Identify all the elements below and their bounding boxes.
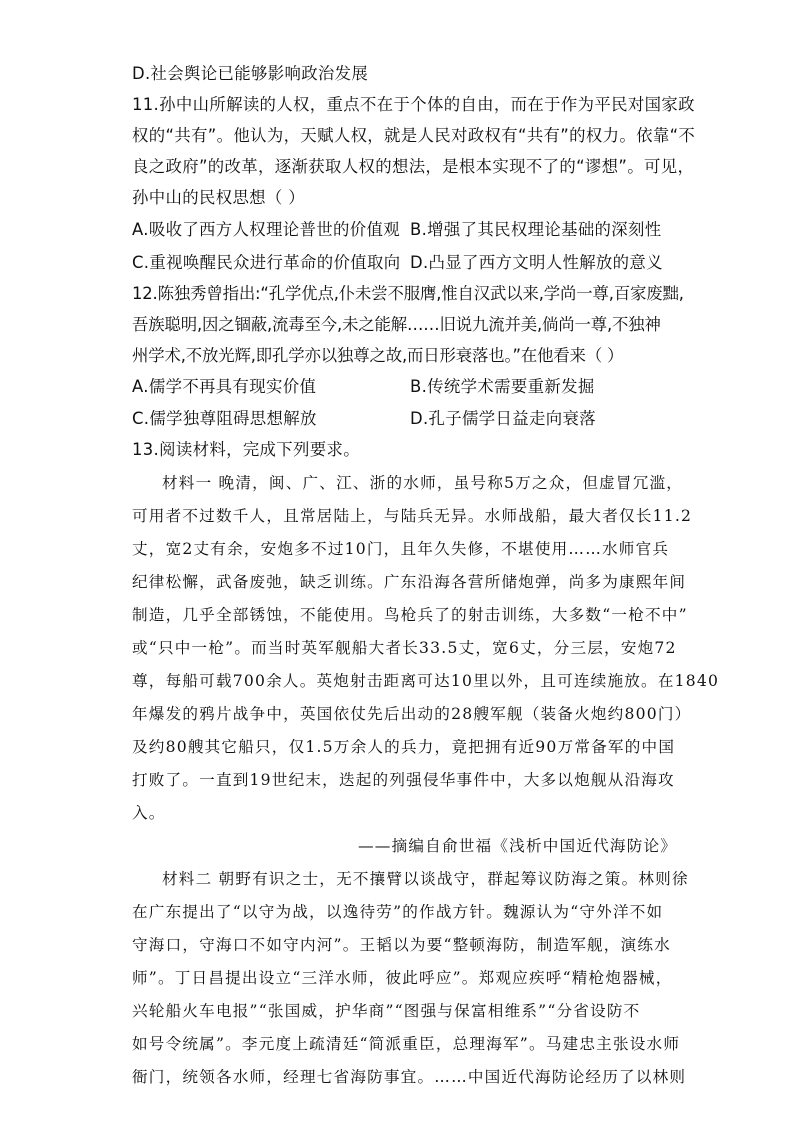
q11-option-c: C.重视唤醒民众进行革命的价值取向 bbox=[132, 253, 401, 272]
material1-source-text: ——摘编自俞世福《浅析中国近代海防论》 bbox=[358, 837, 678, 855]
material1-line11: 入。 bbox=[132, 804, 166, 822]
q12-option-b: B.传统学术需要重新发掘 bbox=[410, 377, 595, 396]
q12-options-row1 bbox=[132, 376, 672, 398]
material2-line2: 在广东提出了“以守为战，以逸待劳”的作战方针。魏源认为“守外洋不如 bbox=[132, 903, 664, 921]
q12-stem-line1: 12.陈独秀曾指出:“孔学优点,仆未尝不服膺,惟自汉武以来,学尚一尊,百家废黜, bbox=[132, 284, 684, 303]
q12-option-d: D.孔子儒学日益走向衰落 bbox=[410, 409, 596, 428]
option-d-q10: D.社会舆论已能够影响政治发展 bbox=[132, 64, 369, 83]
material2-line4: 师”。丁日昌提出设立“三洋水师，彼此呼应”。郑观应疾呼“精枪炮器械， bbox=[132, 969, 673, 987]
q11-options-row2 bbox=[132, 252, 672, 274]
material1-line1: 材料一 晚清，闽、广、江、浙的水师，虽号称5万之众，但虚冒冗滥， bbox=[162, 474, 684, 492]
q11-stem-line1: 11.孙中山所解读的人权，重点不在于个体的自由，而在于作为平民对国家政 bbox=[132, 95, 695, 114]
q11-option-d: D.凸显了西方文明人性解放的意义 bbox=[410, 253, 663, 272]
material1-line8: 年爆发的鸦片战争中，英国依仗先后出动的28艘军舰（装备火炮约800门） bbox=[132, 705, 692, 723]
q11-stem-line3: 良之政府”的改革，逐渐获取人权的想法，是根本实现不了的“谬想”。可见， bbox=[132, 157, 695, 176]
q11-stem-line2: 权的“共有”。他认为，天赋人权，就是人民对政权有“共有”的权力。依靠“不 bbox=[132, 126, 696, 145]
material1-line7: 尊，每船可载700余人。英炮射击距离可达10里以外，且可连续施放。在1840 bbox=[132, 672, 720, 690]
q11-options-row1 bbox=[132, 219, 672, 241]
material1-line10: 打败了。一直到19世纪末，迭起的列强侵华事件中，大多以炮舰从沿海攻 bbox=[132, 771, 675, 789]
material1-line4: 纪律松懈，武备废弛，缺乏训练。广东沿海各营所储炮弹，尚多为康熙年间 bbox=[132, 573, 687, 591]
q12-stem-line3: 州学术,不放光辉,即孔学亦以独尊之故,而日形衰落也。”在他看来（ ） bbox=[132, 346, 624, 365]
q12-options-row2 bbox=[132, 408, 672, 430]
q11-option-b: B.增强了其民权理论基础的深刻性 bbox=[410, 220, 662, 239]
material1-line2: 可用者不过数千人，且常居陆上，与陆兵无异。水师战船，最大者仅长11.2 bbox=[132, 507, 693, 525]
material2-line1: 材料二 朝野有识之士，无不攘臂以谈战守，群起筹议防海之策。林则徐 bbox=[162, 870, 689, 888]
material2-line5: 兴轮船火车电报”“张国威，护华商”“图强与保富相维系”“分省设防不 bbox=[132, 1002, 641, 1020]
material1-line6: 或“只中一枪”。而当时英军舰船大者长33.5丈，宽6丈，分三层，安炮72 bbox=[132, 639, 677, 657]
q13-stem: 13.阅读材料，完成下列要求。 bbox=[132, 440, 361, 459]
q12-stem-line2: 吾族聪明,因之锢蔽,流毒至今,未之能解……旧说九流并美,倘尚一尊,不独神 bbox=[132, 315, 661, 334]
material2-line3: 守海口，守海口不如守内河”。王韬以为要“整顿海防，制造军舰，演练水 bbox=[132, 936, 671, 954]
material1-line9: 及约80艘其它船只，仅1.5万余人的兵力，竟把拥有近90万常备军的中国 bbox=[132, 738, 676, 756]
q11-stem-line4: 孙中山的民权思想（ ） bbox=[132, 188, 305, 207]
q12-option-a: A.儒学不再具有现实价值 bbox=[132, 377, 317, 396]
material1-line5: 制造，几乎全部锈蚀，不能使用。鸟枪兵了的射击训练，大多数“一枪不中” bbox=[132, 606, 688, 624]
material1-line3: 丈，宽2丈有余，安炮多不过10门，且年久失修，不堪使用……水师官兵 bbox=[132, 540, 670, 558]
material2-line6: 如号令统属”。李元度上疏清廷“简派重臣，总理海军”。马建忠主张设水师 bbox=[132, 1035, 681, 1053]
q12-option-c: C.儒学独尊阻碍思想解放 bbox=[132, 409, 317, 428]
material2-line7: 衙门，统领各水师，经理七省海防事宜。……中国近代海防论经历了以林则 bbox=[132, 1068, 687, 1086]
q11-option-a: A.吸收了西方人权理论普世的价值观 bbox=[132, 220, 400, 239]
